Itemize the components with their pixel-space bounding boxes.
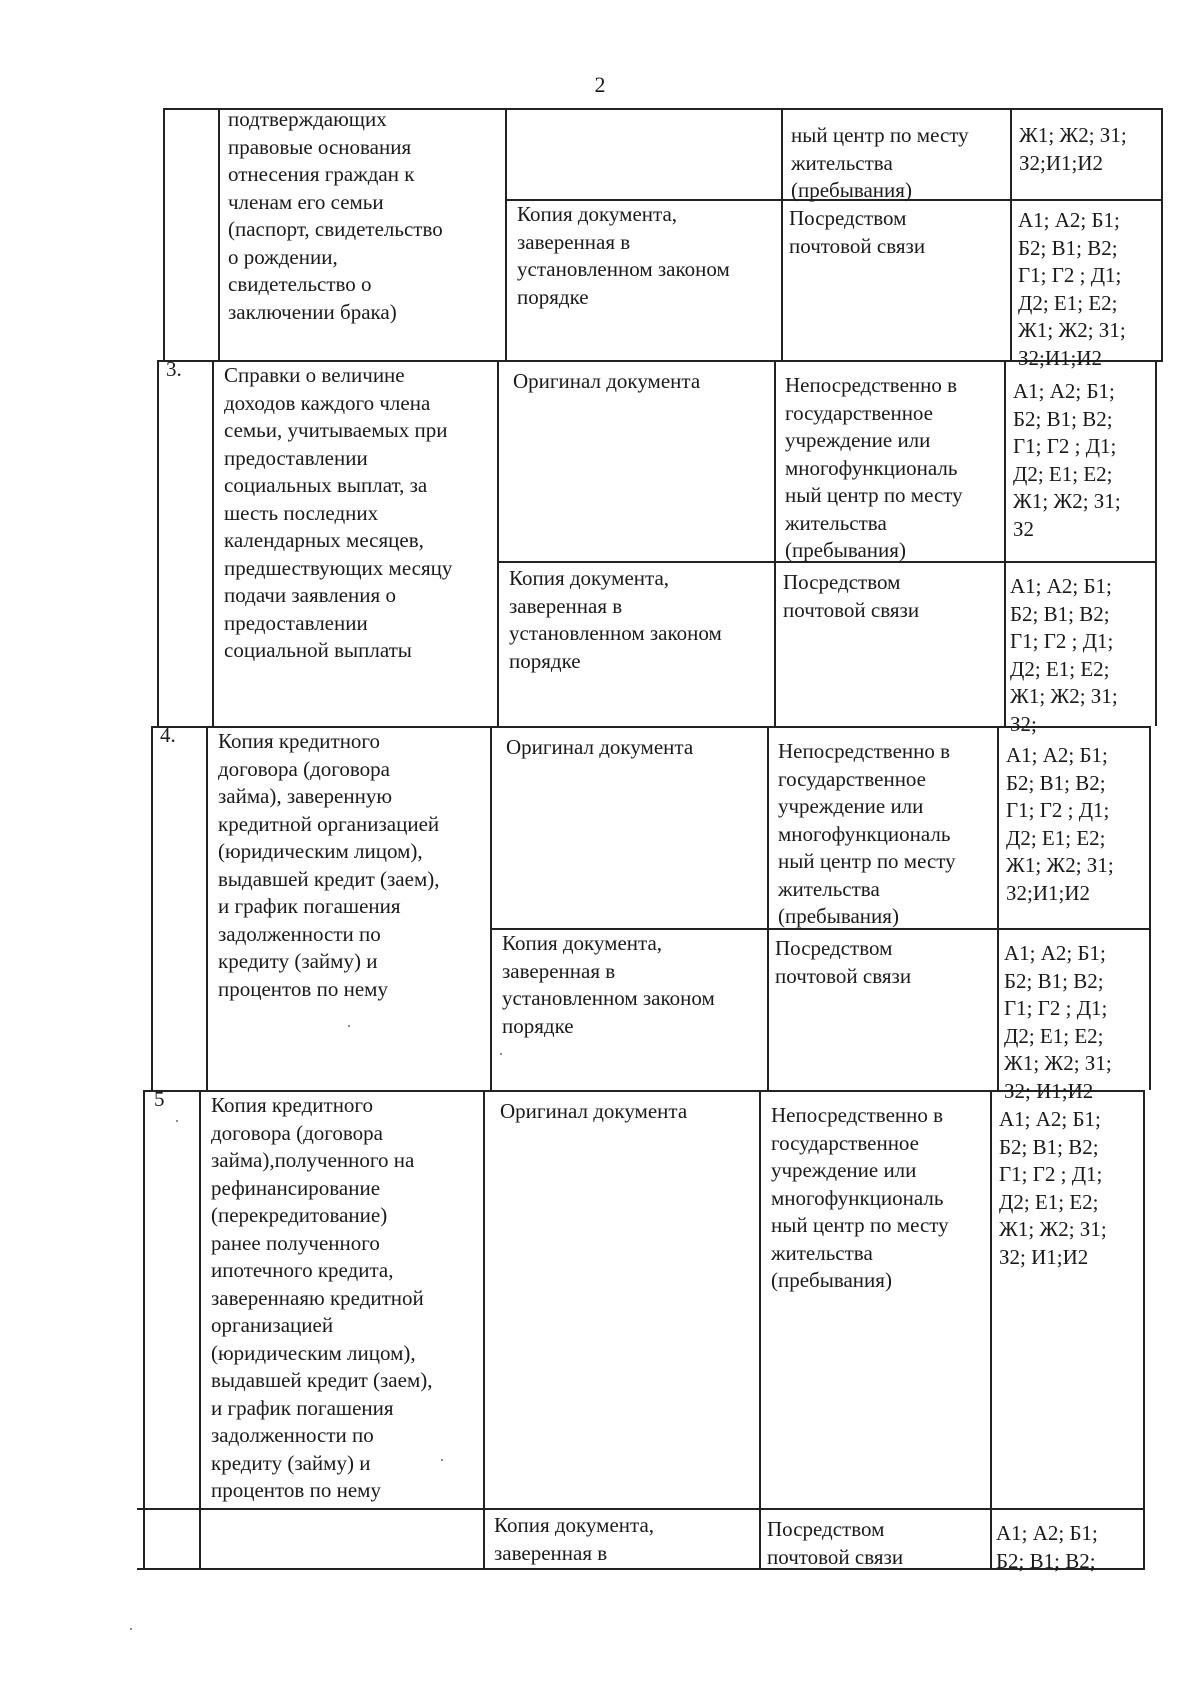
- scan-speck: [130, 1628, 132, 1630]
- column-border: [143, 1090, 145, 1568]
- column-border: [497, 360, 499, 726]
- column-border: [490, 726, 492, 1090]
- applicant-codes-cell: А1; А2; Б1; Б2; В1; В2; Г1; Г2 ; Д1; Д2; Е1; Е2; Ж1; Ж2; З1; З2;: [1010, 574, 1118, 736]
- row-divider: [137, 1508, 1145, 1510]
- column-border: [218, 108, 220, 360]
- document-form-cell: Оригинал документа: [506, 735, 694, 759]
- scan-speck: [348, 1025, 350, 1027]
- applicant-codes-cell: А1; А2; Б1; Б2; В1; В2;: [996, 1521, 1098, 1573]
- applicant-codes-cell: А1; А2; Б1; Б2; В1; В2; Г1; Г2 ; Д1; Д2; Е1; Е2; Ж1; Ж2; З1; З2;И1;И2: [1018, 208, 1126, 370]
- scan-speck: [500, 1053, 502, 1055]
- applicant-codes-cell: А1; А2; Б1; Б2; В1; В2; Г1; Г2 ; Д1; Д2; Е1; Е2; Ж1; Ж2; З1; З2; И1;И2: [999, 1107, 1107, 1269]
- column-border: [206, 726, 208, 1090]
- applicant-codes-cell: А1; А2; Б1; Б2; В1; В2; Г1; Г2 ; Д1; Д2; Е1; Е2; Ж1; Ж2; З1; З2;И1;И2: [1006, 743, 1114, 905]
- row-number: 4.: [160, 723, 176, 747]
- row-number: 3.: [166, 357, 182, 381]
- applicant-codes-cell: Ж1; Ж2; З1; З2;И1;И2: [1019, 123, 1127, 175]
- document-form-cell: Копия документа, заверенная в: [494, 1513, 655, 1565]
- document-form-cell: Копия документа, заверенная в установленном законом порядке: [509, 566, 722, 673]
- document-name-cell: Копия кредитного договора (договора займа), заверенную кредитной организацией (юридическим лицом), выдавшей кредит (заем), и график погашения задолженности по кредиту (займу) и процентов по нему: [218, 729, 440, 1001]
- table-right-border: [1161, 108, 1163, 360]
- scan-speck: [441, 1459, 443, 1461]
- submission-method-cell: Непосредственно в государственное учреждение или многофункциональ ный центр по месту жительства (пребывания): [778, 739, 956, 928]
- column-border: [212, 360, 214, 726]
- column-border: [505, 108, 507, 360]
- applicant-codes-cell: А1; А2; Б1; Б2; В1; В2; Г1; Г2 ; Д1; Д2; Е1; Е2; Ж1; Ж2; З1; З2: [1013, 379, 1121, 541]
- column-border: [997, 726, 999, 1090]
- document-form-cell: Копия документа, заверенная в установленном законом порядке: [517, 202, 730, 309]
- column-border: [199, 1090, 201, 1568]
- submission-method-cell: Непосредственно в государственное учреждение или многофункциональ ный центр по месту жительства (пребывания): [785, 373, 963, 562]
- column-border: [767, 726, 769, 1090]
- submission-method-cell: Посредством почтовой связи: [789, 206, 926, 258]
- document-name-cell: Копия кредитного договора (договора займа),полученного на рефинансирование (перекредитование) ранее полученного ипотечного кредита, завереннаяю кредитной организацией (юридическим лицом), выдавшей кредит (заем), и график погашения задолженности по кредиту (займу) и процентов по нему: [211, 1093, 433, 1502]
- column-border: [157, 360, 159, 726]
- row-number: 5: [154, 1087, 165, 1111]
- table-right-border: [1155, 360, 1157, 726]
- scan-speck: [176, 1120, 178, 1122]
- submission-method-cell: Посредством почтовой связи: [783, 570, 920, 622]
- page-number: 2: [594, 72, 606, 97]
- applicant-codes-cell: А1; А2; Б1; Б2; В1; В2; Г1; Г2 ; Д1; Д2; Е1; Е2; Ж1; Ж2; З1; З2; И1;И2: [1004, 941, 1112, 1103]
- document-form-cell: Копия документа, заверенная в установленном законом порядке: [502, 931, 715, 1038]
- column-border: [781, 108, 783, 360]
- submission-method-cell: Непосредственно в государственное учреждение или многофункциональ ный центр по месту жительства (пребывания): [771, 1103, 949, 1292]
- column-border: [483, 1090, 485, 1568]
- document-name-cell: Справки о величине доходов каждого члена семьи, учитываемых при предоставлении социальных выплат, за шесть последних календарных месяцев, предшествующих месяцу подачи заявления о предоставлении социальной выплаты: [224, 363, 453, 662]
- column-border: [1004, 360, 1006, 726]
- column-border: [774, 360, 776, 726]
- column-border: [1010, 108, 1012, 360]
- document-name-cell: подтверждающих правовые основания отнесения граждан к членам его семьи (паспорт, свидетельство о рождении, свидетельство о заключении брака): [228, 107, 443, 324]
- submission-method-cell: ный центр по месту жительства (пребывания): [791, 123, 969, 202]
- submission-method-cell: Посредством почтовой связи: [767, 1517, 904, 1569]
- table-right-border: [1143, 1090, 1145, 1568]
- column-border: [759, 1090, 761, 1568]
- table-bottom-border: [137, 1568, 1145, 1570]
- column-border: [163, 108, 165, 360]
- document-form-cell: Оригинал документа: [500, 1099, 688, 1123]
- column-border: [151, 726, 153, 1090]
- table-right-border: [1149, 726, 1151, 1090]
- column-border: [990, 1090, 992, 1568]
- submission-method-cell: Посредством почтовой связи: [775, 936, 912, 988]
- document-form-cell: Оригинал документа: [513, 369, 701, 393]
